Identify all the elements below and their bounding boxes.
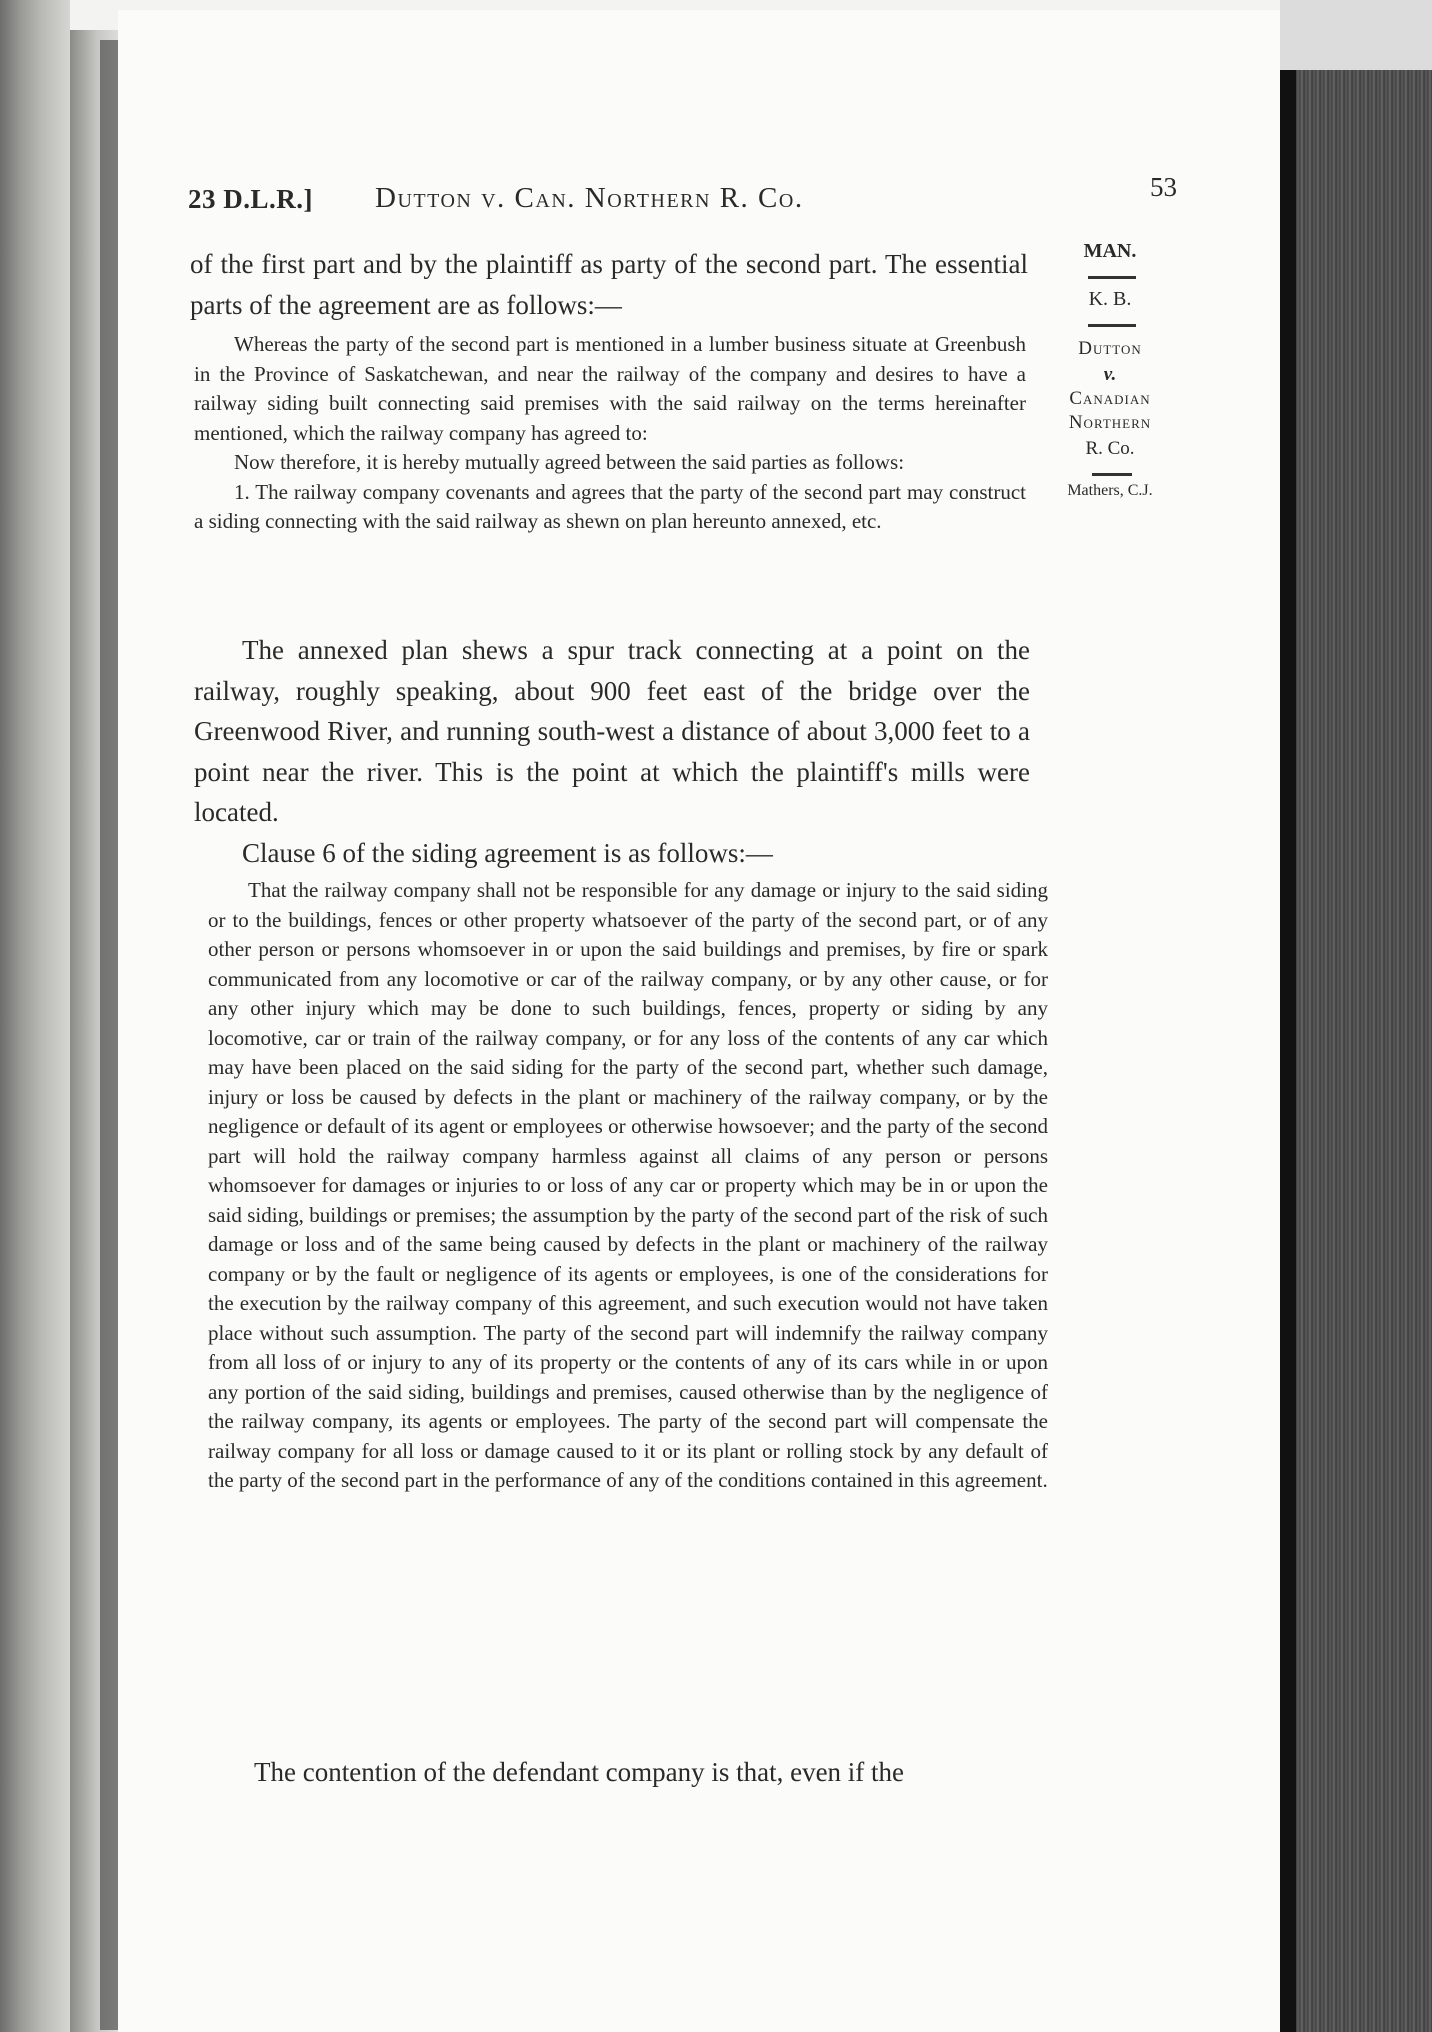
sidenote-judge: Mathers, C.J. (1067, 482, 1153, 499)
paragraph-text: of the first part and by the plaintiff as party of the second part. The essential parts of the agreement are as follows:— (190, 249, 1028, 320)
header-case-title: Dutton v. Can. Northern R. Co. (375, 182, 804, 214)
sidenote-court: K. B. (1088, 288, 1132, 310)
gutter-shadow (100, 40, 118, 2030)
sidenote-versus: v. (1103, 364, 1117, 385)
header-citation: 23 D.L.R.] (188, 184, 313, 214)
book-edge-top (1280, 0, 1432, 70)
quoted-clause-6 (208, 876, 1048, 1496)
quoted-agreement-recitals (194, 330, 1026, 537)
page-number: 53 (1150, 172, 1177, 202)
sidenote-party1: Dutton (1078, 338, 1142, 359)
quote-paragraph: Whereas the party of the second part is mentioned in a lumber business situate at Greenbush in the Province of Saskatchewan, and near the railway of the company and desires to have a railway siding built connecting said premises with the said railway on the terms hereinafter mentioned, which the railway company has agreed to: (194, 332, 1026, 445)
sidenote-rule (1092, 473, 1132, 476)
sidenote-party2-line1: Canadian (1069, 388, 1151, 409)
sidenote-party2-line2: Northern (1068, 412, 1152, 433)
left-page-shadow (0, 0, 70, 2032)
paragraph-text: Clause 6 of the siding agreement is as follows:— (242, 837, 773, 868)
book-edge-shadow (1280, 0, 1296, 2032)
quote-paragraph: Now therefore, it is hereby mutually agreed between the said parties as follows: (234, 450, 905, 474)
sidenote-party2-line3: R. Co. (1085, 438, 1135, 459)
body-paragraph-2 (194, 630, 1030, 873)
quote-paragraph: 1. The railway company covenants and agrees that the party of the second part may construct a siding connecting with the said railway as shewn on plan hereunto annexed, etc. (194, 479, 1026, 533)
paragraph-text: The annexed plan shews a spur track connecting at a point on the railway, roughly speaking, about 900 feet east of the bridge over the Greenwood River, and running south-west a distance of about 3,000 feet to a point near the river. This is the point at which the plaintiff's mills were located. (194, 635, 1030, 827)
sidenote-province: MAN. (1083, 240, 1137, 262)
sidenote-rule (1088, 324, 1136, 327)
body-paragraph-4 (206, 1752, 1050, 1793)
book-page-edges (1280, 0, 1432, 2032)
quote-paragraph: That the railway company shall not be responsible for any damage or injury to the said siding or to the buildings, fences or other property whatsoever of the party of the second part, or of any other person or persons whomsoever in or upon the said buildings and premises, by fire or spark communicated from any locomotive or car of the railway company, or by any other cause, or for any other injury which may be done to such buildings, fences, property or siding by any locomotive, car or train of the railway company, or for any loss of the contents of any car which may have been placed on the said siding for the party of the second part, whether such damage, injury or loss be caused by defects in the plant or machinery of the railway company, or by the negligence or default of its agent or employees or otherwise howsoever; and the party of the second part will hold the railway company harmless against all claims of any person or persons whomsoever for damages or injuries to or loss of any car or property which may be in or upon the said siding, buildings or premises; the assumption by the party of the second part of the risk of such damage or loss and of the same being caused by defects in the plant or machinery of the railway company or by the fault or negligence of its agents or employees, is one of the considerations for the execution by the railway company of this agreement, and such execution would not have taken place without such assumption. The party of the second part will indemnify the railway company from all loss of or injury to any of its property or the contents of any of its cars while in or upon any portion of the said siding, buildings and premises, caused otherwise than by the negligence of the railway company, its agents or employees. The party of the second part will compensate the railway company for all loss or damage caused to it or its plant or rolling stock by any default of the party of the second part in the performance of any of the conditions contained in this agreement. (208, 878, 1048, 1492)
paragraph-text: The contention of the defendant company is that, even if the (254, 1757, 905, 1787)
body-paragraph-1 (190, 244, 1028, 325)
sidenote-rule (1088, 276, 1136, 279)
